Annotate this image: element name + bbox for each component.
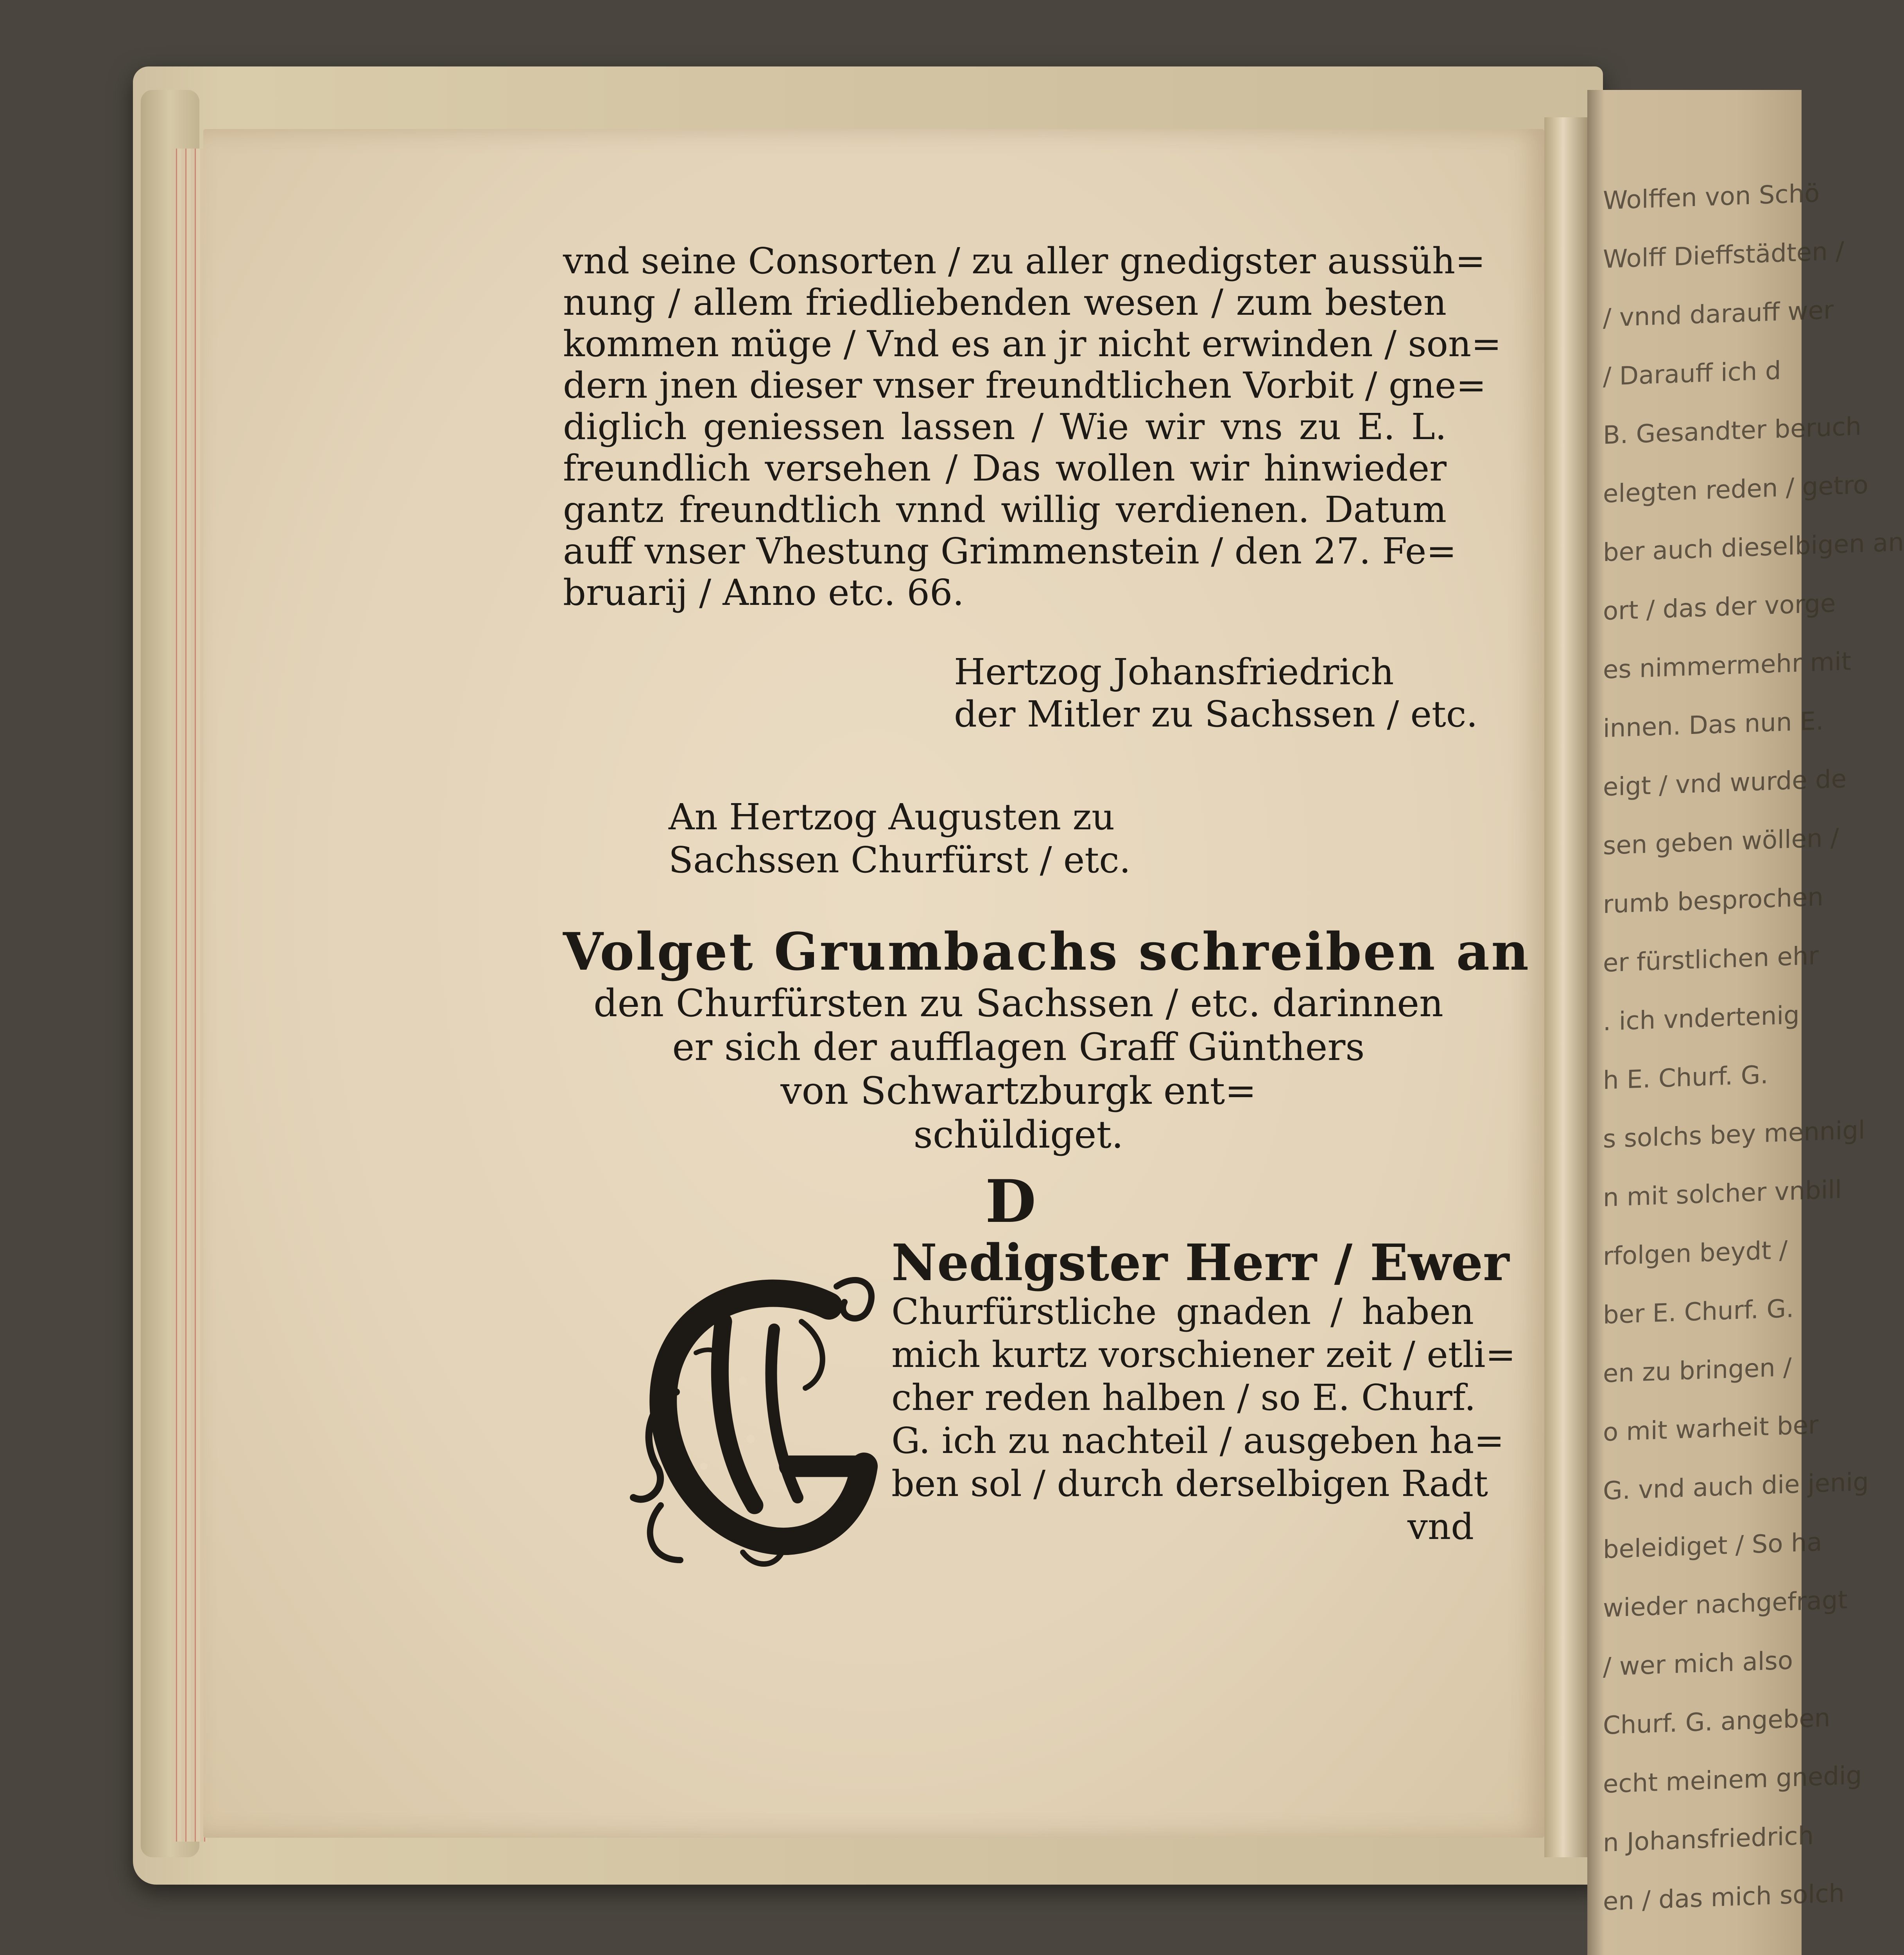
facing-line: beleidiget / So ha [1603,1528,1822,1565]
letter-opening-text [891,1234,1516,1548]
facing-line: ber auch dieselbigen an [1603,528,1904,568]
red-page-edges [172,149,207,1842]
facing-line: B. Gesandter beruch [1603,412,1862,450]
facing-line: / wer mich also [1603,1646,1793,1682]
facing-line: rumb besprochen [1603,882,1823,920]
address-line: Sachssen Churfürst / etc. [669,839,1131,881]
facing-line: s solchs bey mennigl [1603,1116,1865,1154]
letter-body-text [563,240,1502,613]
book-gutter [1544,117,1591,1857]
letter-line: vnd [1407,1506,1474,1548]
letter-line: Nedigster Herr / Ewer [891,1234,1510,1292]
signature-line: der Mitler zu Sachssen / etc. [954,693,1478,735]
decorated-initial-G-icon [626,1263,884,1568]
facing-line: ort / das der vorge [1603,589,1836,626]
facing-page-text [1603,165,1904,1931]
facing-line: elegten reden / getro [1603,470,1868,509]
address-line: An Hertzog Augusten zu [669,796,1115,838]
body-line: kommen müge / Vnd es an jr nicht erwinden / son= [563,323,1502,365]
facing-line: ber E. Churf. G. [1603,1294,1794,1330]
signature-line: Hertzog Johansfriedrich [954,651,1394,693]
facing-line: h E. Churf. G. [1603,1060,1768,1096]
facing-line: eigt / vnd wurde de [1603,764,1847,802]
signature-block [954,651,1478,735]
heading-main: Volget Grumbachs schreiben an [563,922,1531,982]
facing-line: es nimmermehr mit [1603,647,1851,685]
facing-line: n mit solcher vnbill [1603,1175,1842,1213]
body-line: nung / allem friedliebenden wesen / zum besten [563,282,1447,323]
facing-line: echt meinem gnedig [1603,1761,1862,1799]
facing-line: . ich vndertenig [1603,1001,1800,1037]
facing-page [1587,90,1904,1955]
heading-line: von Schwartzburgk ent= [780,1069,1257,1113]
facing-line: / Darauff ich d [1603,356,1781,392]
facing-line: rfolgen beydt / [1603,1236,1788,1272]
address-block [669,796,1131,882]
facing-line: / vnnd darauff wer [1603,296,1834,333]
body-line: vnd seine Consorten / zu aller gnedigster aussüh= [563,240,1486,282]
facing-line: en zu bringen / [1603,1353,1792,1389]
letter-line: G. ich zu nachteil / ausgeben ha= [891,1420,1504,1462]
letter-line: mich kurtz vorschiener zeit / etli= [891,1334,1516,1376]
heading-line: schüldiget. [913,1113,1124,1157]
body-line: bruarij / Anno etc. 66. [563,572,964,613]
facing-line: n Johansfriedrich [1603,1821,1814,1858]
letter-line: ben sol / durch derselbigen Radt [891,1463,1488,1505]
body-line: auff vnser Vhestung Grimmenstein / den 27. Fe= [563,530,1457,572]
facing-line: en / das mich solch [1603,1879,1845,1917]
facing-line: Wolff Dieffstädten / [1603,237,1844,274]
letter-line: Churfürstliche gnaden / haben [891,1291,1474,1333]
body-line: gantz freundtlich vnnd willig verdienen. Datum [563,489,1447,531]
section-heading [563,922,1531,1157]
facing-line: Churf. G. angeben [1603,1703,1830,1741]
body-line: dern jnen dieser vnser freundtlichen Vorbit / gne= [563,364,1486,406]
facing-line: innen. Das nun E. [1603,707,1824,744]
body-line: freundlich versehen / Das wollen wir hinwieder [563,447,1447,489]
heading-line: den Churfürsten zu Sachssen / etc. darinnen [593,981,1443,1025]
heading-line: er sich der aufflagen Graff Günthers [672,1025,1365,1069]
facing-line: er fürstlichen ehr [1603,941,1819,978]
facing-line: wieder nachgefragt [1603,1586,1848,1623]
facing-line: G. vnd auch die jenig [1603,1467,1869,1506]
facing-line: Wolffen von Schö [1603,179,1820,216]
facing-line: o mit warheit ber [1603,1410,1819,1447]
body-line: diglich geniessen lassen / Wie wir vns zu E. L. [563,406,1447,448]
facing-line: sen geben wöllen / [1603,823,1839,861]
section-mark: D [985,1167,1036,1236]
heading-subtitle [563,981,1474,1157]
letter-line: cher reden halben / so E. Churf. [891,1377,1476,1419]
